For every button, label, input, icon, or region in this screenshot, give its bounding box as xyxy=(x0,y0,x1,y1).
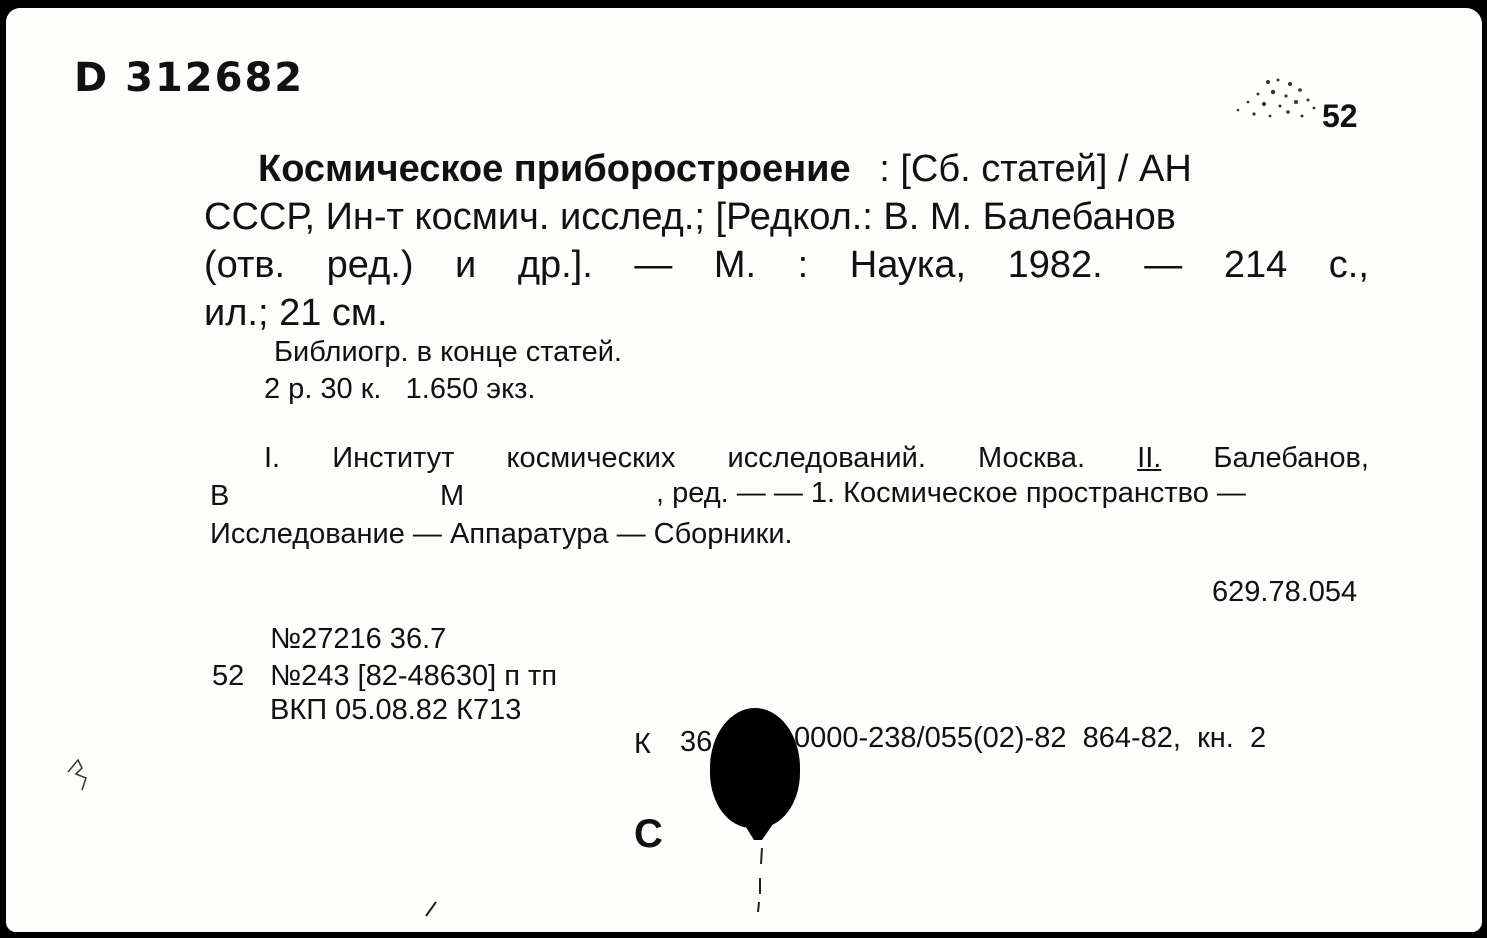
subject-line-2-initial-2: М xyxy=(440,480,465,512)
word: др.]. xyxy=(517,244,593,286)
udc-code: 629.78.054 xyxy=(1212,576,1358,608)
ink-blot-tail xyxy=(734,808,784,848)
title-rest: : [Сб. статей] / АН xyxy=(879,148,1192,190)
title-line xyxy=(258,150,1192,188)
description-line-3 xyxy=(204,246,1369,284)
word: с., xyxy=(1328,244,1369,286)
word: космических xyxy=(506,442,676,474)
record-line-2-prefix: 52 xyxy=(212,660,245,692)
classification-part-2: 0000-238/055(02)-82 864-82, кн. 2 xyxy=(794,722,1267,754)
classification-k: К xyxy=(634,728,651,760)
subject-line-2-rest: , ред. — — 1. Космическое пространство — xyxy=(656,477,1246,509)
ink-trail xyxy=(752,844,772,914)
word: : xyxy=(797,244,809,286)
record-line-2: №243 [82-48630] п тп xyxy=(270,660,558,692)
subject-line-1 xyxy=(264,444,1369,473)
catalog-card xyxy=(6,8,1482,932)
accession-number: D 312682 xyxy=(74,55,305,101)
word: 214 xyxy=(1223,244,1288,286)
word: Наука, xyxy=(849,244,967,286)
word: исследований. xyxy=(727,442,926,474)
description-line-4: ил.; 21 см. xyxy=(204,292,388,334)
letter-c: С xyxy=(634,812,663,856)
bibliography-note: Библиогр. в конце статей. xyxy=(274,336,622,368)
word: — xyxy=(1144,244,1183,286)
word: I. xyxy=(264,442,281,474)
word: 1982. xyxy=(1007,244,1103,286)
record-line-3: ВКП 05.08.82 К713 xyxy=(270,694,522,726)
subject-line-3: Исследование — Аппаратура — Сборники. xyxy=(210,518,793,550)
word: Институт xyxy=(332,442,455,474)
word: и xyxy=(455,244,477,286)
word: — xyxy=(634,244,673,286)
corner-number: 52 xyxy=(1322,98,1358,134)
word: Москва. xyxy=(977,442,1086,474)
word: (отв. xyxy=(204,244,286,286)
price-copies: 2 р. 30 к. 1.650 экз. xyxy=(264,373,536,405)
pencil-stroke xyxy=(424,898,444,918)
pencil-mark xyxy=(64,754,94,794)
classification-part-1: 36 xyxy=(680,726,713,758)
subject-line-2-initial-1: В xyxy=(210,480,230,512)
stamp-smudge xyxy=(1218,72,1338,132)
word: М. xyxy=(713,244,757,286)
title-bold: Космическое приборостроение xyxy=(258,148,851,190)
word: II. xyxy=(1137,442,1162,474)
record-line-1: №27216 36.7 xyxy=(270,623,447,655)
description-line-2: СССР, Ин-т космич. исслед.; [Редкол.: В. М. Балебанов xyxy=(204,196,1176,238)
word: ред.) xyxy=(326,244,414,286)
word: Балебанов, xyxy=(1213,442,1369,474)
